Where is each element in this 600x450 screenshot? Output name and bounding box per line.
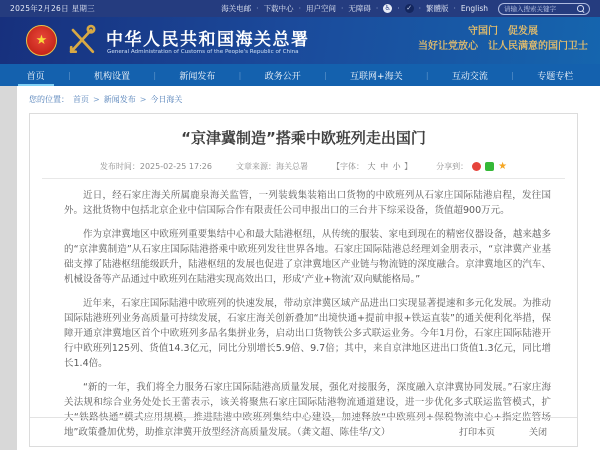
nav-item-special-topics[interactable]: 专题专栏 — [537, 71, 574, 82]
top-link-mail[interactable]: 海关电邮 — [221, 4, 252, 13]
nav-item-home[interactable]: 首页 — [25, 65, 47, 86]
site-header — [0, 17, 600, 64]
article-title: “京津冀制造”搭乘中欧班列走出国门 — [181, 129, 426, 147]
nav-separator: | — [425, 70, 429, 80]
slogan-line-2: 当好让党放心 让人民满意的国门卫士 — [418, 41, 588, 52]
main-nav — [0, 64, 600, 86]
top-link-traditional-chinese[interactable]: 繁體版 — [426, 4, 449, 13]
customs-emblem-icon — [64, 22, 100, 58]
breadcrumb-news[interactable]: 新闻发布 — [103, 95, 136, 104]
dot-separator: · — [256, 4, 259, 13]
share-bar — [436, 161, 507, 172]
search-input[interactable] — [504, 5, 573, 13]
breadcrumb-separator: > — [93, 95, 100, 104]
breadcrumb-home[interactable]: 首页 — [73, 95, 89, 104]
breadcrumb-separator: > — [139, 95, 147, 104]
nav-item-news[interactable]: 新闻发布 — [179, 71, 216, 82]
top-utility-bar — [0, 0, 600, 17]
nav-item-interaction[interactable]: 互动交流 — [451, 71, 488, 82]
font-size-label-end: 】 — [404, 162, 413, 171]
font-size-small-button[interactable]: 小 — [392, 162, 401, 171]
nav-separator: | — [67, 70, 71, 80]
dot-separator: · — [418, 4, 422, 13]
top-link-accessibility[interactable]: 无障碍 — [348, 4, 371, 13]
nav-separator: | — [153, 70, 157, 80]
font-size-large-button[interactable]: 大 — [367, 162, 376, 171]
dot-separator: · — [453, 4, 456, 13]
site-search[interactable] — [498, 3, 590, 15]
top-link-download-center[interactable]: 下载中心 — [263, 4, 294, 13]
emblem-star-icon: ★ — [35, 33, 48, 48]
site-title: 中华人民共和国海关总署 — [106, 30, 310, 50]
current-date: 2025年2月26日 星期三 — [10, 4, 95, 13]
font-size-control — [332, 161, 412, 172]
slogan-line-1: 守国门 促发展 — [468, 26, 538, 37]
national-emblem-logo — [26, 25, 57, 56]
article-paragraph: “新的一年，我们将全力服务石家庄国际陆港高质量发展，强化对接服务，深度融入京津冀协同发展。”石家庄海关法规和综合业务处处长王蕾表示，该关将聚焦石家庄国际陆港物流通道建设，进一步优化多式联运监管模式，扩大“铁路快通”模式应用规模，推进陆港中欧班列集结中心建设，加速释放“中欧班列+保税物流中心+指定监管场地”政策叠加优势，助推京津冀开放型经济高质量发展。（龚文超、陈佳华/文） — [64, 382, 551, 438]
dot-separator: · — [298, 4, 301, 13]
nav-separator: | — [238, 70, 242, 80]
nav-separator: | — [324, 70, 327, 80]
nav-separator: | — [511, 70, 514, 80]
site-title-english: General Administration of Customs of the People's Republic of China — [107, 49, 299, 55]
font-size-medium-button[interactable]: 中 — [380, 162, 389, 171]
dot-separator: · — [397, 4, 400, 13]
close-button[interactable]: 关闭 — [528, 428, 547, 438]
dot-separator: · — [375, 4, 379, 13]
top-links — [221, 3, 488, 14]
top-link-user-space[interactable]: 用户空间 — [305, 4, 336, 13]
article-paragraph: 近日，经石家庄海关所属鹿泉海关监管，一列装载集装箱出口货物的中欧班列从石家庄国际陆港启程，发往国外。这批货物中包括北京企业中信国际合作有限责任公司申报出口的三台井下综采设备，货值超900万元。 — [64, 190, 551, 216]
breadcrumb-today-customs[interactable]: 今日海关 — [150, 95, 183, 104]
article-source: 文章来源：海关总署 — [235, 162, 308, 171]
print-page-button[interactable]: 打印本页 — [458, 428, 495, 438]
article-body — [30, 179, 577, 440]
top-link-english[interactable]: English — [460, 4, 488, 13]
breadcrumb-label: 您的位置： — [29, 95, 69, 104]
wechat-share-icon[interactable] — [485, 162, 494, 171]
article-footer — [30, 417, 577, 446]
share-label: 分享到： — [436, 162, 469, 171]
dot-separator: · — [340, 4, 344, 13]
article-container — [29, 113, 578, 447]
breadcrumb — [17, 86, 600, 105]
weibo-share-icon[interactable] — [472, 162, 481, 171]
nav-item-internet-customs[interactable]: 互联网+海关 — [350, 71, 403, 82]
nav-item-organization[interactable]: 机构设置 — [94, 71, 131, 82]
page-content — [17, 86, 600, 450]
search-icon[interactable] — [577, 5, 584, 12]
article-paragraph: 作为京津冀地区中欧班列重要集结中心和最大陆港枢纽，从传统的服装、家电到现在的精密仪器设备，越来越多的“京津冀制造”从石家庄国际陆港搭乘中欧班列发往世界各地。石家庄国际陆港总经理刘金朋表示，“京津冀产业基础支撑了陆港枢纽能级跃升，陆港枢纽的发展也促进了京津冀地区产业链与物流链的深度融合。京津冀地区的汽车、机械设备等产品通过中欧班列在陆港实现高效出口，形成‘产业+物流’双向赋能格局。” — [64, 229, 551, 285]
font-size-label: 【字体： — [331, 162, 364, 171]
publish-time: 发布时间：2025-02-25 17:26 — [99, 162, 212, 171]
favorite-share-icon[interactable]: ★ — [498, 161, 508, 172]
nav-item-gov-affairs[interactable]: 政务公开 — [264, 71, 301, 82]
article-paragraph: 近年来，石家庄国际陆港中欧班列的快速发展，带动京津冀区域产品进出口实现显著提速和多元化发展。为推动国际陆港班列业务高质量可持续发展，石家庄海关创新叠加“出境快通+提前申报+铁运直装”的通关便利化举措，保障开通京津冀地区首个中欧班列多品名集拼业务，启动出口货物铁公多式联运业务。今年1月份，石家庄国际陆港开行中欧班列125列、货值14.3亿元，同比分别增长5.9倍、9.7倍；其中，来自京津地区进出口货值1.3亿元，同比增长1.4倍。 — [64, 298, 551, 369]
accessibility-icon[interactable]: ♿ — [384, 4, 391, 12]
header-slogan — [388, 24, 600, 54]
article-meta — [30, 161, 577, 172]
care-mode-icon[interactable]: ✓ — [406, 4, 413, 12]
